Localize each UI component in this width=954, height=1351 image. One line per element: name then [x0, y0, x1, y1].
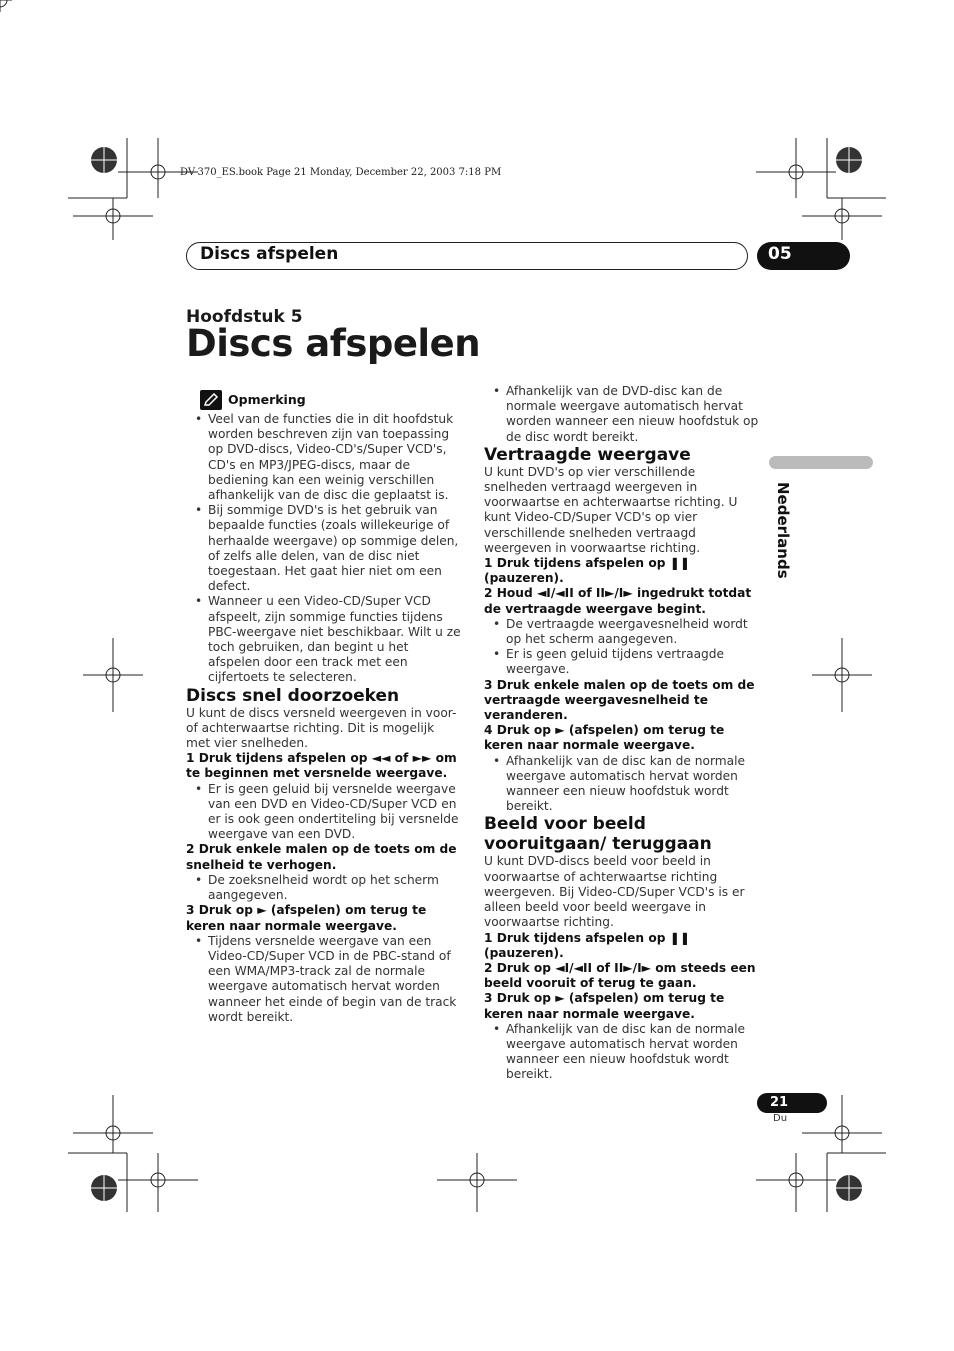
step-bullet: • De vertraagde weergavesnelheid wordt op het scherm aangegeven.	[484, 617, 760, 647]
right-column	[484, 384, 760, 1083]
chapter-label: Hoofdstuk 5	[186, 307, 303, 327]
step: 2 Druk enkele malen op de toets om de snelheid te verhogen.	[186, 842, 457, 872]
step: 3 Druk op ► (afspelen) om terug te keren naar normale weergave.	[186, 903, 427, 933]
page-number-pill	[757, 1093, 827, 1113]
page-language-code: Du	[773, 1113, 788, 1124]
note-header	[200, 390, 462, 410]
step: 4 Druk op ► (afspelen) om terug te keren naar normale weergave.	[484, 723, 725, 753]
note-item: • Bij sommige DVD's is het gebruik van bepaalde functies (zoals willekeurige of herhaalde weergave) op sommige delen, of zelfs alle delen, van de disc niet toegestaan. Het gaat hier niet om een defect.	[186, 503, 462, 594]
step: 3 Druk enkele malen op de toets om de vertraagde weergavesnelheid te veranderen.	[484, 677, 755, 723]
section-intro: U kunt DVD-discs beeld voor beeld in voorwaartse of achterwaartse richting weergeven. Bij Video-CD/Super VCD's is er alleen beeld voor beeld weergave in voorwaartse richting.	[484, 854, 745, 930]
note-item: • Veel van de functies die in dit hoofdstuk worden beschreven zijn van toepassing op DVD-discs, Video-CD's/Super VCD's, CD's en MP3/JPEG-discs, maar de bediening kan een weinig verschillen afhankelijk van de disc die geplaatst is.	[186, 412, 462, 503]
language-label: Nederlands	[774, 482, 792, 579]
file-info: DV-370_ES.book Page 21 Monday, December 22, 2003 7:18 PM	[180, 167, 502, 178]
step: 2 Druk op ◄I/◄II of II►/I► om steeds een beeld vooruit of terug te gaan.	[484, 960, 756, 991]
step-bullet: • Afhankelijk van de disc kan de normale weergave automatisch hervat worden wanneer een nieuw hoofdstuk wordt bereikt.	[484, 754, 760, 815]
step-bullet: • De zoeksnelheid wordt op het scherm aangegeven.	[186, 873, 462, 903]
step: 1 Druk tijdens afspelen op ❚❚ (pauzeren).	[484, 556, 691, 586]
step-bullet: • Afhankelijk van de DVD-disc kan de normale weergave automatisch hervat worden wanneer een nieuw hoofdstuk op de disc wordt bereikt.	[484, 384, 760, 445]
header-title: Discs afspelen	[200, 244, 339, 264]
step: 2 Houd ◄I/◄II of II►/I► ingedrukt totdat de vertraagde weergave begint.	[484, 586, 752, 616]
section-heading-search: Discs snel doorzoeken	[186, 685, 400, 706]
section-intro: U kunt DVD's op vier verschillende snelheden vertraagd weergeven in voorwaartse en achterwaartse richting. U kunt Video-CD/Super VCD's op vier verschillende snelheden vertraagd weergeven in voorwaartse richting.	[484, 464, 738, 555]
left-column	[186, 390, 462, 1025]
step-bullet: • Tijdens versnelde weergave van een Video-CD/Super VCD in de PBC-stand of een WMA/MP3-track zal de normale weergave automatisch hervat worden wanneer het einde of begin van de track wordt bereikt.	[186, 934, 462, 1025]
step-bullet: • Er is geen geluid bij versnelde weergave van een DVD en Video-CD/Super VCD en er is ook geen ondertiteling bij versnelde weergave van een DVD.	[186, 782, 462, 843]
section-intro: U kunt de discs versneld weergeven in voor- of achterwaartse richting. Dit is mogelijk met vier snelheden.	[186, 705, 457, 751]
language-tab	[769, 456, 873, 469]
step: 3 Druk op ► (afspelen) om terug te keren naar normale weergave.	[484, 991, 725, 1021]
chapter-number: 05	[768, 244, 792, 264]
note-item: • Wanneer u een Video-CD/Super VCD afspeelt, zijn sommige functies tijdens PBC-weergave niet beschikbaar. Wilt u ze toch gebruiken, dan begint u het afspelen door een track met een cijfertoets te selecteren.	[186, 594, 462, 685]
note-label: Opmerking	[228, 392, 306, 408]
section-heading-slow: Vertraagde weergave	[484, 444, 691, 465]
pencil-icon	[200, 390, 222, 410]
page-number: 21	[770, 1095, 789, 1110]
chapter-title: Discs afspelen	[186, 322, 481, 365]
step-bullet: • Afhankelijk van de disc kan de normale weergave automatisch hervat worden wanneer een nieuw hoofdstuk wordt bereikt.	[484, 1022, 760, 1083]
step-bullet: • Er is geen geluid tijdens vertraagde weergave.	[484, 647, 760, 677]
section-heading-frame: Beeld voor beeld vooruitgaan/ teruggaan	[484, 814, 712, 855]
step: 1 Druk tijdens afspelen op ❚❚ (pauzeren).	[484, 930, 691, 960]
step: 1 Druk tijdens afspelen op ◄◄ of ►► om te beginnen met versnelde weergave.	[186, 751, 457, 781]
